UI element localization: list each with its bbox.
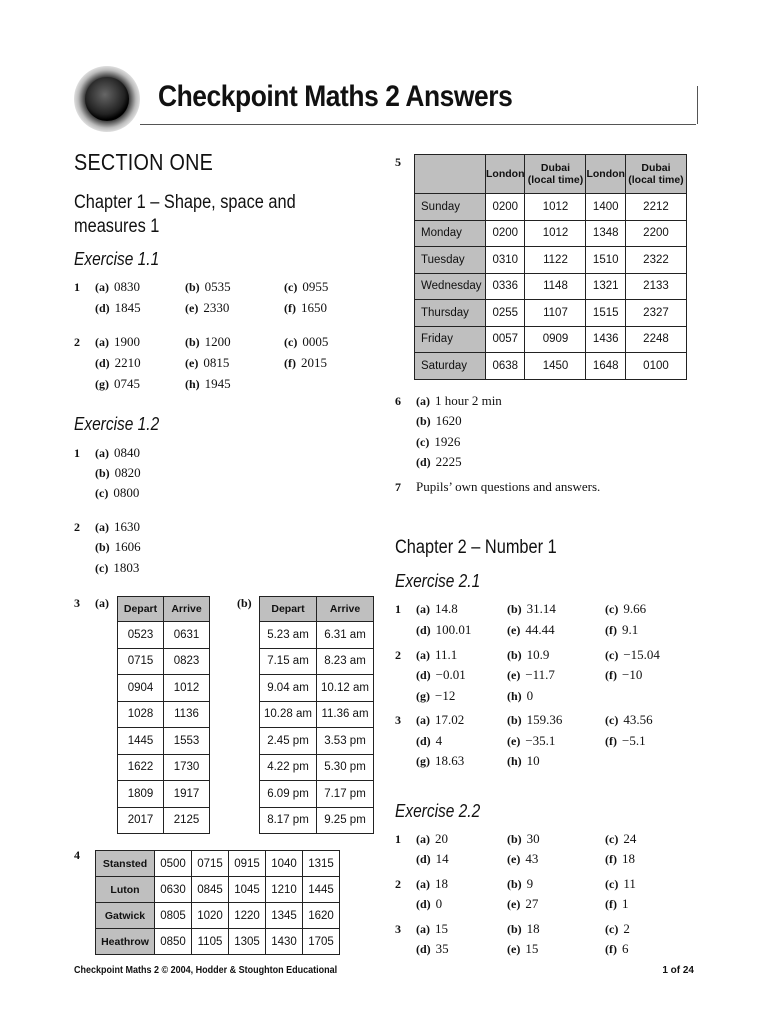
table-cell: 1020 xyxy=(192,903,229,929)
table-row xyxy=(260,781,374,808)
table-cell: 1045 xyxy=(229,877,266,903)
table-cell: Stansted xyxy=(96,851,155,877)
table-row xyxy=(118,781,210,808)
table-row xyxy=(415,247,687,274)
table-cell: 0909 xyxy=(525,326,586,353)
table-cell: 8.23 am xyxy=(317,648,374,675)
table-row xyxy=(96,851,340,877)
answer: (d) 4 xyxy=(416,733,443,748)
table-cell: 1105 xyxy=(192,929,229,955)
table-cell: Tuesday xyxy=(415,247,486,274)
answer: (a) 11.1 xyxy=(416,647,458,662)
table-cell: 2322 xyxy=(625,247,686,274)
table-cell: 2133 xyxy=(625,273,686,300)
question-number: 2 xyxy=(395,877,401,891)
table-3b-body xyxy=(260,622,374,834)
answer: (a) 15 xyxy=(416,921,448,936)
table-4 xyxy=(95,850,340,955)
table-cell: Luton xyxy=(96,877,155,903)
table-header: Dubai (local time) xyxy=(525,155,586,194)
table-cell: Saturday xyxy=(415,353,486,380)
table-cell: 0100 xyxy=(625,353,686,380)
answer: (e) 15 xyxy=(507,941,539,956)
answer: (a) 0830 xyxy=(95,279,140,294)
table-cell: 1445 xyxy=(303,877,340,903)
answer: (b) 30 xyxy=(507,831,540,846)
question-number: 2 xyxy=(74,335,80,349)
answer-part-label: (b) xyxy=(237,596,252,610)
answer: (c) 0955 xyxy=(284,279,329,294)
answer: (c) 1926 xyxy=(416,434,461,449)
table-header: London xyxy=(586,155,625,194)
answer: (e) 44.44 xyxy=(507,622,555,637)
table-cell: 8.17 pm xyxy=(260,807,317,834)
table-cell: 0845 xyxy=(192,877,229,903)
question-number: 2 xyxy=(74,520,80,534)
answer: (e) 27 xyxy=(507,896,539,911)
answer: (f) −10 xyxy=(605,667,643,682)
table-row xyxy=(260,622,374,649)
table-row xyxy=(118,648,210,675)
question-number: 1 xyxy=(74,446,80,460)
table-header: Depart xyxy=(260,597,317,622)
table-cell: 2125 xyxy=(164,807,210,834)
answer: (c) 1803 xyxy=(95,560,140,575)
table-row xyxy=(260,648,374,675)
table-cell: 1305 xyxy=(229,929,266,955)
table-row xyxy=(260,728,374,755)
table-cell: 2327 xyxy=(625,300,686,327)
table-cell: 2248 xyxy=(625,326,686,353)
table-cell: 1012 xyxy=(525,220,586,247)
table-header: London xyxy=(486,155,525,194)
answer: (b) 31.14 xyxy=(507,601,556,616)
table-cell: 10.12 am xyxy=(317,675,374,702)
table-cell: 1321 xyxy=(586,273,625,300)
question-number: 7 xyxy=(395,480,401,494)
answer: (g) −12 xyxy=(416,688,456,703)
exercise-1-2-heading: Exercise 1.2 xyxy=(74,414,160,434)
table-row xyxy=(415,353,687,380)
table-cell: 0631 xyxy=(164,622,210,649)
answer: (b) 0820 xyxy=(95,465,141,480)
table-cell: 1348 xyxy=(586,220,625,247)
table-row xyxy=(118,701,210,728)
footer-copyright: Checkpoint Maths 2 © 2004, Hodder & Stoughton Educational xyxy=(74,965,338,976)
table-cell: 1705 xyxy=(303,929,340,955)
table-cell: 1917 xyxy=(164,781,210,808)
table-row xyxy=(415,300,687,327)
table-cell: 1012 xyxy=(164,675,210,702)
answer: (f) 2015 xyxy=(284,355,327,370)
table-3a-body xyxy=(118,622,210,834)
table-cell: 2.45 pm xyxy=(260,728,317,755)
answer: (e) 43 xyxy=(507,851,539,866)
table-cell: 1210 xyxy=(266,877,303,903)
answer: (c) 2 xyxy=(605,921,630,936)
table-row xyxy=(118,754,210,781)
answer: (f) 18 xyxy=(605,851,635,866)
table-cell: Wednesday xyxy=(415,273,486,300)
title-rule-end xyxy=(697,86,698,124)
answer: (e) 2330 xyxy=(185,300,230,315)
answer: (e) −11.7 xyxy=(507,667,555,682)
answer: (b) 9 xyxy=(507,876,534,891)
question-number: 1 xyxy=(395,602,401,616)
chapter-1-heading-line1: Chapter 1 – Shape, space and xyxy=(74,192,296,213)
answer: (d) 0 xyxy=(416,896,443,911)
table-cell: 1430 xyxy=(266,929,303,955)
question-number: 1 xyxy=(74,280,80,294)
answer: (a) 18 xyxy=(416,876,448,891)
table-cell: Sunday xyxy=(415,194,486,221)
table-cell: 0255 xyxy=(486,300,525,327)
section-heading: SECTION ONE xyxy=(74,149,214,175)
page-title: Checkpoint Maths 2 Answers xyxy=(158,80,513,113)
answer: (h) 0 xyxy=(507,688,534,703)
answer: (c) 9.66 xyxy=(605,601,647,616)
table-cell: 1515 xyxy=(586,300,625,327)
table-cell: 0805 xyxy=(155,903,192,929)
table-cell: 1436 xyxy=(586,326,625,353)
table-cell: 1445 xyxy=(118,728,164,755)
table-header: Dubai (local time) xyxy=(625,155,686,194)
table-cell: 0904 xyxy=(118,675,164,702)
exercise-2-2-heading: Exercise 2.2 xyxy=(395,801,481,821)
table-cell: 2212 xyxy=(625,194,686,221)
answer: (c) 43.56 xyxy=(605,712,653,727)
answer: (d) 100.01 xyxy=(416,622,472,637)
table-cell: 0715 xyxy=(192,851,229,877)
answer: (a) 1630 xyxy=(95,519,140,534)
table-cell: 1553 xyxy=(164,728,210,755)
answer: (b) 18 xyxy=(507,921,540,936)
answer: (c) 11 xyxy=(605,876,636,891)
answer: (d) 1845 xyxy=(95,300,141,315)
answer: (b) 159.36 xyxy=(507,712,563,727)
table-cell: Thursday xyxy=(415,300,486,327)
answer: (f) 1 xyxy=(605,896,629,911)
table-row xyxy=(118,728,210,755)
answer: (a) 0840 xyxy=(95,445,140,460)
answer: (b) 10.9 xyxy=(507,647,550,662)
answer: (g) 18.63 xyxy=(416,753,465,768)
table-3a xyxy=(117,596,210,834)
table-cell: 11.36 am xyxy=(317,701,374,728)
table-row xyxy=(415,326,687,353)
table-cell: 1028 xyxy=(118,701,164,728)
table-5-body xyxy=(415,194,687,380)
answer: (b) 0535 xyxy=(185,279,231,294)
table-cell: 1345 xyxy=(266,903,303,929)
table-cell: 6.09 pm xyxy=(260,781,317,808)
answer: (h) 10 xyxy=(507,753,540,768)
table-cell: 1107 xyxy=(525,300,586,327)
table-row xyxy=(96,903,340,929)
table-cell: 10.28 am xyxy=(260,701,317,728)
answer: (h) 1945 xyxy=(185,376,231,391)
table-cell: 0336 xyxy=(486,273,525,300)
table-cell: 1315 xyxy=(303,851,340,877)
table-header: Depart xyxy=(118,597,164,622)
table-cell: 6.31 am xyxy=(317,622,374,649)
table-cell: 0523 xyxy=(118,622,164,649)
table-cell: 0915 xyxy=(229,851,266,877)
table-cell: 0630 xyxy=(155,877,192,903)
table-cell: Gatwick xyxy=(96,903,155,929)
answer: (c) 0005 xyxy=(284,334,329,349)
table-cell: 1622 xyxy=(118,754,164,781)
answer: (d) 2210 xyxy=(95,355,141,370)
answer: (f) 1650 xyxy=(284,300,327,315)
exercise-1-1-heading: Exercise 1.1 xyxy=(74,249,160,269)
table-cell: 1122 xyxy=(525,247,586,274)
table-cell: 2017 xyxy=(118,807,164,834)
chapter-1-heading-line2: measures 1 xyxy=(74,216,160,237)
table-row xyxy=(260,807,374,834)
table-cell: 1450 xyxy=(525,353,586,380)
answer-part-label: (a) xyxy=(95,596,109,610)
answer: (a) 14.8 xyxy=(416,601,458,616)
answer: (a) 1 hour 2 min xyxy=(416,393,502,408)
page-header xyxy=(74,66,698,128)
table-cell: 0823 xyxy=(164,648,210,675)
table-row xyxy=(118,807,210,834)
table-row xyxy=(118,622,210,649)
answer: (a) 1900 xyxy=(95,334,140,349)
table-cell: 1136 xyxy=(164,701,210,728)
table-cell: 3.53 pm xyxy=(317,728,374,755)
table-cell: 0715 xyxy=(118,648,164,675)
title-rule xyxy=(140,124,696,125)
table-corner xyxy=(415,155,486,194)
answer: (d) −0.01 xyxy=(416,667,466,682)
table-cell: 1730 xyxy=(164,754,210,781)
table-row xyxy=(415,194,687,221)
question-number: 5 xyxy=(395,155,401,169)
answer: (a) 17.02 xyxy=(416,712,465,727)
answer: (e) −35.1 xyxy=(507,733,556,748)
table-cell: 1040 xyxy=(266,851,303,877)
table-cell: 9.25 pm xyxy=(317,807,374,834)
answer: (b) 1620 xyxy=(416,413,462,428)
table-cell: Friday xyxy=(415,326,486,353)
table-cell: 0310 xyxy=(486,247,525,274)
question-number: 6 xyxy=(395,394,401,408)
table-row xyxy=(415,220,687,247)
table-cell: 0500 xyxy=(155,851,192,877)
answer: (g) 0745 xyxy=(95,376,140,391)
answer: Pupils’ own questions and answers. xyxy=(416,479,601,494)
chapter-2-heading: Chapter 2 – Number 1 xyxy=(395,537,557,558)
table-cell: 1620 xyxy=(303,903,340,929)
table-cell: 4.22 pm xyxy=(260,754,317,781)
answer: (e) 0815 xyxy=(185,355,230,370)
question-number: 1 xyxy=(395,832,401,846)
table-cell: 0057 xyxy=(486,326,525,353)
table-cell: 5.23 am xyxy=(260,622,317,649)
question-number: 3 xyxy=(395,922,401,936)
table-row xyxy=(415,273,687,300)
table-row xyxy=(260,701,374,728)
table-3b xyxy=(259,596,374,834)
table-cell: Monday xyxy=(415,220,486,247)
table-cell: 1012 xyxy=(525,194,586,221)
table-row xyxy=(260,675,374,702)
table-4-body xyxy=(96,851,340,955)
table-cell: 5.30 pm xyxy=(317,754,374,781)
table-cell: 7.17 pm xyxy=(317,781,374,808)
table-cell: 0638 xyxy=(486,353,525,380)
answer: (b) 1606 xyxy=(95,539,141,554)
table-cell: 1148 xyxy=(525,273,586,300)
table-cell: Heathrow xyxy=(96,929,155,955)
table-cell: 7.15 am xyxy=(260,648,317,675)
table-cell: 0200 xyxy=(486,220,525,247)
answer: (d) 35 xyxy=(416,941,449,956)
table-5 xyxy=(414,154,687,380)
table-row xyxy=(118,675,210,702)
table-cell: 1400 xyxy=(586,194,625,221)
answer: (d) 2225 xyxy=(416,454,462,469)
answer: (c) −15.04 xyxy=(605,647,660,662)
question-number: 2 xyxy=(395,648,401,662)
table-cell: 0850 xyxy=(155,929,192,955)
logo-sphere-icon xyxy=(74,66,140,132)
table-cell: 1809 xyxy=(118,781,164,808)
answer: (d) 14 xyxy=(416,851,449,866)
answer: (f) 6 xyxy=(605,941,629,956)
table-cell: 2200 xyxy=(625,220,686,247)
footer-page-number: 1 of 24 xyxy=(662,965,694,976)
answer: (c) 24 xyxy=(605,831,637,846)
table-cell: 9.04 am xyxy=(260,675,317,702)
question-number: 3 xyxy=(74,596,80,610)
table-row xyxy=(96,877,340,903)
exercise-2-1-heading: Exercise 2.1 xyxy=(395,571,481,591)
table-cell: 1220 xyxy=(229,903,266,929)
question-number: 4 xyxy=(74,848,80,862)
table-cell: 1648 xyxy=(586,353,625,380)
answer: (f) 9.1 xyxy=(605,622,639,637)
table-row xyxy=(96,929,340,955)
question-number: 3 xyxy=(395,713,401,727)
answer: (f) −5.1 xyxy=(605,733,646,748)
answer: (c) 0800 xyxy=(95,485,140,500)
table-row xyxy=(260,754,374,781)
table-cell: 0200 xyxy=(486,194,525,221)
table-cell: 1510 xyxy=(586,247,625,274)
answer: (a) 20 xyxy=(416,831,448,846)
table-header: Arrive xyxy=(317,597,374,622)
table-header: Arrive xyxy=(164,597,210,622)
answer: (b) 1200 xyxy=(185,334,231,349)
